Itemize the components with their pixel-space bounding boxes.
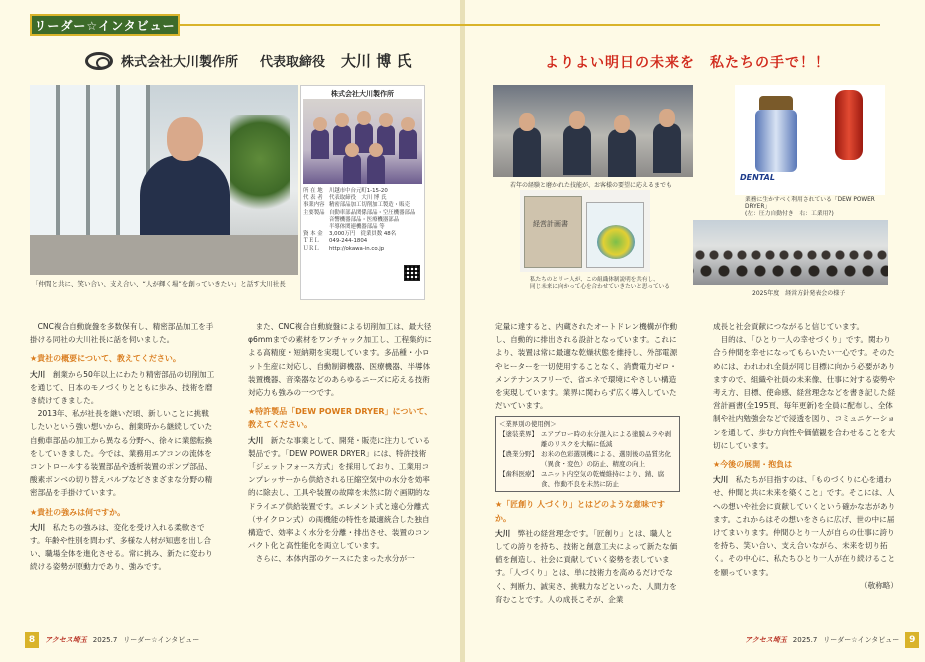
- page-number: 8: [25, 632, 39, 648]
- slogan: よりよい明日の未来を 私たちの手で！！: [545, 55, 830, 71]
- profile-title: 株式会社大川製作所: [331, 90, 394, 98]
- text-column-3: [495, 320, 680, 606]
- workers-photo: [493, 85, 693, 177]
- example-row: 【塗装業界】 エアブロー時の水分混入による塗膜ムラや剥離のリスクを大幅に低減: [499, 430, 671, 449]
- text-column-4: [713, 320, 898, 592]
- staff-head: [345, 143, 359, 157]
- magazine-name: アクセス埼玉: [745, 636, 787, 644]
- question-heading: ★今後の展開・抱負は: [713, 460, 793, 470]
- page-number: 9: [905, 632, 919, 648]
- person-role: 代表取締役: [260, 55, 326, 70]
- profile-row: 所 在 地 川越市中台元町1-15-20: [303, 188, 388, 194]
- section-name: リーダー☆インタビュー: [123, 636, 200, 644]
- answer-paragraph: 大川 弊社の経営理念です。「匠創り」とは、職人としての誇りを持ち、技術と創意工夫によって新たな価値を創造し、社会に貢献していく姿勢を表しています。「人づくり」とは、単に技術力を高めるだけでなく、判断力、誠実さ、挑戦力などといった、人間力を育むことです。人の成長こそが、企業: [495, 528, 678, 604]
- portrait-caption: 「仲間と共に、笑い合い、支え合い、“人が輝く場”を創っていきたい」と話す大川社長: [32, 280, 286, 288]
- example-row: 【歯科医療】 ユニット内空気の乾燥維持により、錆、腐食、作動不良を未然に防止: [499, 470, 665, 489]
- staff-figure: [311, 129, 329, 159]
- staff-head: [369, 143, 383, 157]
- question-heading: ★貴社の概要について、教えてください。: [30, 354, 181, 364]
- issue-date: 2025.7: [92, 636, 118, 644]
- question-heading: ★特許製品「DEW POWER DRYER」について、教えてください。: [248, 407, 433, 430]
- plan-brochure: [586, 202, 644, 268]
- honorific-note: （敬称略）: [860, 580, 898, 590]
- dryer-unit-red: [835, 90, 863, 160]
- banner-rule: [180, 24, 880, 26]
- dryer-product-photo: [735, 85, 885, 195]
- profile-row: ＴＥＬ 049-244-1804: [303, 238, 368, 245]
- footer-left: [25, 632, 199, 648]
- profile-row: 半導体関連機器部品 等: [329, 224, 385, 231]
- seminar-photo: [693, 220, 888, 285]
- staff-head: [357, 111, 371, 125]
- dryer-unit-blue: [755, 110, 797, 172]
- profile-row: 事業内容 精密部品加工切削加工製造・販売: [303, 202, 410, 209]
- answer-paragraph: 目的は、「ひとり一人の幸せづくり」です。関わり合う仲間を幸せになってもらいたい一心です。そのためには、われわれ全員が同じ目標に向かう必要がありますので、組織や社員の未来像、仕事に対する姿勢や考え方、目標、使命感、経営理念などを書き記した経営計画書(全195頁、毎年更新)を全員に配布し、全体制や社内勉強会などで浸透を図り、コミュニケーションを通して、歩む方向性や価値観を合わせることを大切にしています。: [713, 335, 896, 450]
- staff-figure: [367, 154, 385, 184]
- answer-paragraph: 大川 私たちの強みは、変化を受け入れる柔軟さです。年齢や性別を問わず、多様な人材が知恵を出し合い、職場全体を進化させる。常に挑み、新たに変わり続ける姿勢が原動力であり、強みです。: [30, 522, 213, 572]
- question-heading: ★貴社の強みは何ですか。: [30, 507, 126, 517]
- table: [30, 235, 298, 275]
- president-head: [167, 117, 203, 161]
- dental-brand-logo: DENTAL: [740, 173, 775, 182]
- staff-head: [379, 113, 393, 127]
- answer-paragraph: 大川 私たちが目指すのは、「ものづくりに心を通わせ、仲間と共に未来を築くこと」です。そこには、人への想いや社会に貢献していくという確かな志があります。これからはその想いをさらに広げ、世の中に届けてまいります。仲間ひとり一人が自らの仕事に誇りを持ち、笑い合い、支え合いながら、未来を切り拓く。その中心に、私たちひとり一人が在り続けることを願っています。: [713, 475, 896, 577]
- profile-row: 音響機器部品・医療機器部品: [329, 216, 400, 223]
- answer-paragraph: 成長と社会貢献につながると信じています。: [713, 322, 865, 331]
- profile-table: [303, 188, 423, 253]
- question-heading: ★「匠創り 人づくり」とはどのような意味ですか。: [495, 500, 665, 523]
- page-spine: [460, 0, 465, 662]
- qr-code-icon: [404, 265, 420, 281]
- company-logo-icon: [85, 52, 113, 70]
- profile-row: 資 本 金 3,000万円 従業員数 48名: [303, 231, 397, 238]
- staff-group-photo: [303, 99, 422, 184]
- staff-head: [313, 117, 327, 131]
- answer-paragraph: 大川 新たな事業として、開発・販売に注力している製品です。「DEW POWER DRYER」には、特許技術「ジェットフォース方式」を採用しており、工業用コンプレッサーから供給される圧縮空気中の水分を効率的に除去し、工具や装置の故障を未然に防ぐ画期的なドライエア供給装置です。エレメント式と遠心分離式（サイクロン式）の両機能の特性を最適統合した独自構造で、効率よく水分を分離・排出させ、装置のコンパクト化と高性能化を両立しています。: [248, 435, 431, 551]
- answer-paragraph: また、CNC複合自動旋盤による切削加工は、最大径φ6mmまでの素材をワンチャック加工し、工程集約による高精度・短納期を実現しています。多品種・小ロット生産に対応し、自動制御機器、医療機器、半導体装置機器、音楽器などのあらゆるニーズに応える技術対応力も強みの一つです。: [248, 322, 432, 398]
- text-column-2: [248, 320, 433, 566]
- section-banner: リーダー☆インタビュー: [30, 14, 180, 36]
- company-name: 株式会社大川製作所: [121, 55, 239, 70]
- footer-right: [745, 632, 919, 648]
- intro-paragraph: CNC複合自動旋盤を多数保有し、精密部品加工を手掛ける同社の大川社長に話を伺いました。: [30, 322, 214, 345]
- docs-caption: 私たちのとリー人が、この組織体制説明を共有し、 同じ未来に向かって心を合わせていきたいと思っている: [530, 277, 670, 290]
- management-plan-photo: [520, 190, 650, 272]
- answer-paragraph: さらに、本体内部のケースにたまった水分が一: [255, 554, 415, 564]
- profile-row: 代 表 者 代表取締役 大川 博 氏: [303, 195, 387, 202]
- company-header: [85, 50, 411, 71]
- person-name: 大川 博 氏: [341, 52, 412, 70]
- company-profile-box: [300, 85, 425, 300]
- issue-date: 2025.7: [792, 636, 818, 644]
- industry-examples-box: [495, 416, 680, 492]
- staff-figure: [399, 129, 417, 159]
- answer-paragraph: 2013年、私が社長を継いだ頃、新しいことに挑戦したいという強い想いから、創業時から継続していた自動車部品の加工から異なる分野へ、徐々に業態転換をしていきました。今では、業務用エアコンの流体をコントロールする装置部品や透析装置のポンプ部品、酸素ボンベの切り替えバルブなどさまざまな分野の精密部品を手掛けています。: [30, 409, 213, 498]
- plan-book: 経営計画書: [524, 196, 582, 268]
- dryer-caption: 業務に生かすべく利用されている「DEW POWER DRYER」 (左：圧力自動付き 右：工業用?): [745, 197, 875, 217]
- examples-title: ＜業界別の使用例＞: [499, 420, 557, 429]
- plant: [230, 115, 290, 225]
- profile-row: ＵＲＬ http://okawa-in.co.jp: [303, 245, 385, 252]
- portrait-photo: [30, 85, 298, 275]
- magazine-name: アクセス埼玉: [45, 636, 87, 644]
- example-row: 【農業分野】 お米の色彩選別機による、選別後の品質劣化（異食・変色）の防止、精度の向上: [499, 450, 671, 469]
- answer-paragraph: 大川 創業から50年以上にわたり精密部品の切削加工を通じて、日本のモノづくりとともに歩み、技術を磨き続けてきました。: [30, 369, 215, 406]
- workers-caption: 若年の経験と磨かれた技能が、お客様の要望に応えるまでも: [510, 182, 673, 189]
- seminar-caption: 2025年度 経営方針発表会の様子: [752, 290, 846, 297]
- staff-head: [401, 117, 415, 131]
- profile-row: 主要製品 自動車部品関係部品・空圧機器部品: [303, 209, 416, 216]
- window-blinds: [30, 85, 150, 255]
- staff-head: [335, 113, 349, 127]
- staff-figure: [343, 154, 361, 184]
- section-name: リーダー☆インタビュー: [823, 636, 900, 644]
- answer-paragraph: 定量に達すると、内蔵されたオートドレン機構が作動し、自動的に排出される設計となっています。これにより、装置は常に最適な乾燥状態を維持し、外部電源やヒーターを一切使用することなく、消費電力ゼロ・メンテナンスフリーで、省エネで環境にやさしい構造を実現しています。業界に関わらず広く導入していただいています。: [495, 322, 678, 411]
- text-column-1: [30, 320, 215, 574]
